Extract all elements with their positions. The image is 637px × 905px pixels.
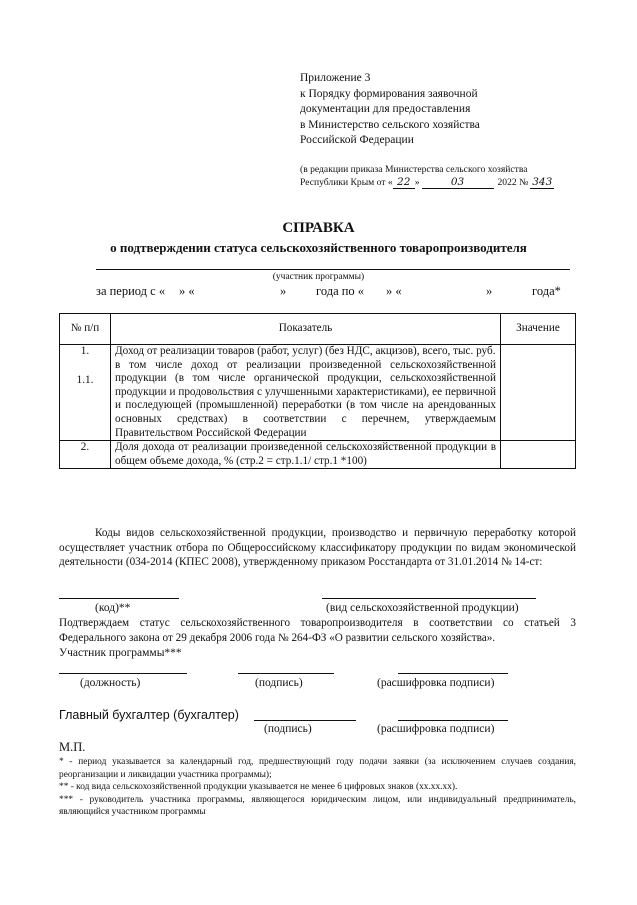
- indicators-table: [59, 313, 576, 469]
- row-text: Доля дохода от реализации произведенной сельскохозяйственной продукции в общем объеме дохода, % (стр.2 = стр.1.1/ стр.1 *100): [111, 441, 501, 469]
- product-label: (вид сельскохозяйственной продукции): [326, 602, 519, 614]
- accountant-decode-label: (расшифровка подписи): [377, 723, 495, 735]
- table-row: [60, 441, 576, 469]
- row-num: 1.: [80, 345, 90, 357]
- participant-line: [96, 269, 570, 270]
- header-indicator: Показатель: [111, 314, 501, 345]
- appendix-block: [300, 71, 620, 149]
- appendix-line: Приложение 3: [300, 72, 371, 84]
- appendix-line: документации для предоставления: [300, 103, 471, 115]
- footnote: * - период указывается за календарный год, предшествующий году подачи заявки (за исключением случаев создания, реорганизации и ликвидации участника программы);: [59, 757, 576, 780]
- document-title: СПРАВКА: [282, 220, 355, 236]
- row-num: 2.: [60, 441, 111, 469]
- edition-day: 22: [393, 176, 415, 189]
- footnotes: [59, 756, 576, 819]
- confirm-text: Подтверждаем статус сельскохозяйственного товаропроизводителя в соответствии со статьей 3 Федерального закона от 29 декабря 2006 года № 264-ФЗ «О развитии сельского хозяйства».: [59, 617, 576, 644]
- footnote: *** - руководитель участника программы, являющегося юридическим лицом, или индивидуальный предприниматель, являющийся участником программы: [59, 794, 576, 818]
- product-line: [322, 598, 536, 599]
- appendix-line: к Порядку формирования заявочной: [300, 87, 478, 100]
- appendix-line: в Министерство сельского хозяйства: [300, 118, 480, 131]
- accountant-signature-line: [254, 720, 356, 721]
- edition-month: 03: [422, 176, 494, 189]
- row-value[interactable]: [501, 441, 576, 469]
- accountant-decode-line: [398, 720, 508, 721]
- stamp-label: М.П.: [59, 740, 86, 754]
- accountant-signature-label: (подпись): [264, 723, 312, 735]
- table-row: [60, 345, 576, 441]
- row-text: Доход от реализации товаров (работ, услуг) (без НДС, акцизов), всего, тыс. руб.: [115, 345, 496, 357]
- signature-line: [238, 673, 334, 674]
- appendix-line: Российской Федерации: [300, 134, 414, 146]
- code-line: [59, 598, 179, 599]
- participant-caption: (участник программы): [272, 272, 365, 282]
- decode-label: (расшифровка подписи): [377, 677, 495, 689]
- codes-paragraph: Коды видов сельскохозяйственной продукции, производство и первичную переработку которой осуществляет участник отбора по Общероссийскому классификатору продукции по видам экономической деятельности (034-2014 (КПЕС 2008), утвержденному приказом Росстандарта от 31.01.2014 № 14-ст:: [59, 527, 576, 569]
- row-text: в том числе доход от реализации произведенной сельскохозяйственной продукции (в том числе органической продукции, сельскохозяйственной продукции и продовольствия с улучшенными характеристиками), ее первичной и последующей (промышленной) переработки (в том числе на арендованных основных средствах) в соответствии с перечнем, утверждаемым Правительством Российской Федерации: [115, 358, 496, 439]
- row-num: 1.1.: [76, 374, 94, 386]
- edition-note: [300, 163, 620, 189]
- edition-line-1: (в редакции приказа Министерства сельского хозяйства: [300, 164, 528, 175]
- edition-line-2: Республики Крым от « 22 » 03 2022 № 343: [300, 176, 553, 188]
- position-line: [59, 673, 187, 674]
- edition-number: 343: [532, 176, 553, 188]
- decode-line: [398, 673, 508, 674]
- header-num: № п/п: [60, 314, 111, 345]
- participant-label: Участник программы***: [59, 647, 182, 659]
- code-label: (код)**: [95, 602, 131, 614]
- header-value: Значение: [501, 314, 576, 345]
- document-subtitle: о подтверждении статуса сельскохозяйственного товаропроизводителя: [110, 240, 527, 255]
- table-header-row: [60, 314, 576, 345]
- accountant-label: Главный бухгалтер (бухгалтер): [59, 708, 239, 722]
- position-label: (должность): [80, 677, 141, 689]
- row-value[interactable]: [501, 345, 576, 441]
- signature-label: (подпись): [255, 677, 303, 689]
- footnote: ** - код вида сельскохозяйственной продукции указывается не менее 6 цифровых знаков (хх.хх.хх).: [59, 782, 458, 793]
